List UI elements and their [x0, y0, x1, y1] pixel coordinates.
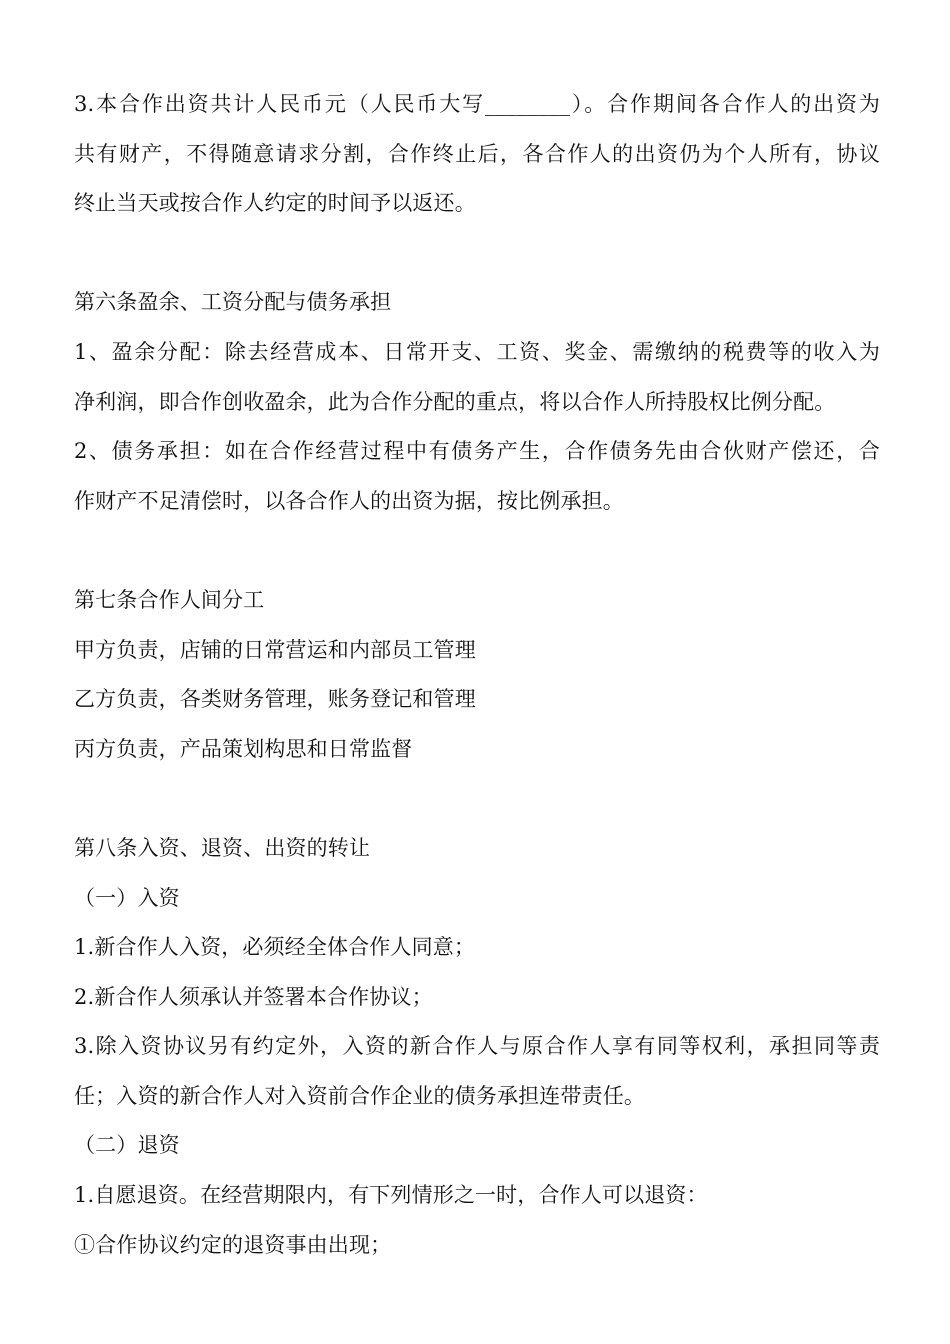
- article-8-heading: 第八条入资、退资、出资的转让: [74, 835, 371, 860]
- blank-line: [74, 774, 880, 824]
- section-withdrawal-heading: （二）退资: [74, 1133, 180, 1158]
- paragraph-capital-contribution: [74, 80, 880, 229]
- text-line: 2、债务承担：如在合作经营过程中有债务产生，合作债务先由合伙财产偿还，合: [74, 439, 880, 464]
- party-c-duty: 丙方负责，产品策划构思和日常监督: [74, 736, 413, 761]
- paragraph-debt-bearing: [74, 427, 880, 526]
- party-a-duty: 甲方负责，店铺的日常营运和内部员工管理: [74, 637, 476, 662]
- text-line: 1、盈余分配：除去经营成本、日常开支、工资、奖金、需缴纳的税费等的收入为: [74, 339, 880, 364]
- party-b-duty: 乙方负责，各类财务管理，账务登记和管理: [74, 687, 476, 712]
- admission-item-3: [74, 1022, 880, 1121]
- text-line: 终止当天或按合作人约定的时间予以返还。: [74, 191, 476, 216]
- blank-line: [74, 526, 880, 576]
- document-page: [74, 80, 880, 1270]
- blank-line: [74, 229, 880, 279]
- withdrawal-item-1: 1.自愿退资。在经营期限内，有下列情形之一时，合作人可以退资：: [74, 1183, 708, 1208]
- text-line: 净利润，即合作创收盈余，此为合作分配的重点，将以合作人所持股权比例分配。: [74, 389, 836, 414]
- paragraph-profit-distribution: [74, 328, 880, 427]
- article-6-heading: 第六条盈余、工资分配与债务承担: [74, 290, 392, 315]
- text-line: 作财产不足清偿时，以各合作人的出资为据，按比例承担。: [74, 488, 624, 513]
- text-line: 3.除入资协议另有约定外，入资的新合作人与原合作人享有同等权利，承担同等责: [74, 1034, 880, 1059]
- section-admission-heading: （一）入资: [74, 885, 180, 910]
- text-line: 3.本合作出资共计人民币元（人民币大写________）。合作期间各合作人的出资为: [74, 92, 880, 116]
- text-line: 任；入资的新合作人对入资前合作企业的债务承担连带责任。: [74, 1083, 646, 1108]
- withdrawal-subitem-1: ①合作协议约定的退资事由出现；: [74, 1232, 392, 1257]
- text-line: 共有财产，不得随意请求分割，合作终止后，各合作人的出资仍为个人所有，协议: [74, 141, 880, 166]
- admission-item-2: 2.新合作人须承认并签署本合作协议；: [74, 984, 433, 1009]
- admission-item-1: 1.新合作人入资，必须经全体合作人同意；: [74, 935, 476, 960]
- article-7-heading: 第七条合作人间分工: [74, 587, 265, 612]
